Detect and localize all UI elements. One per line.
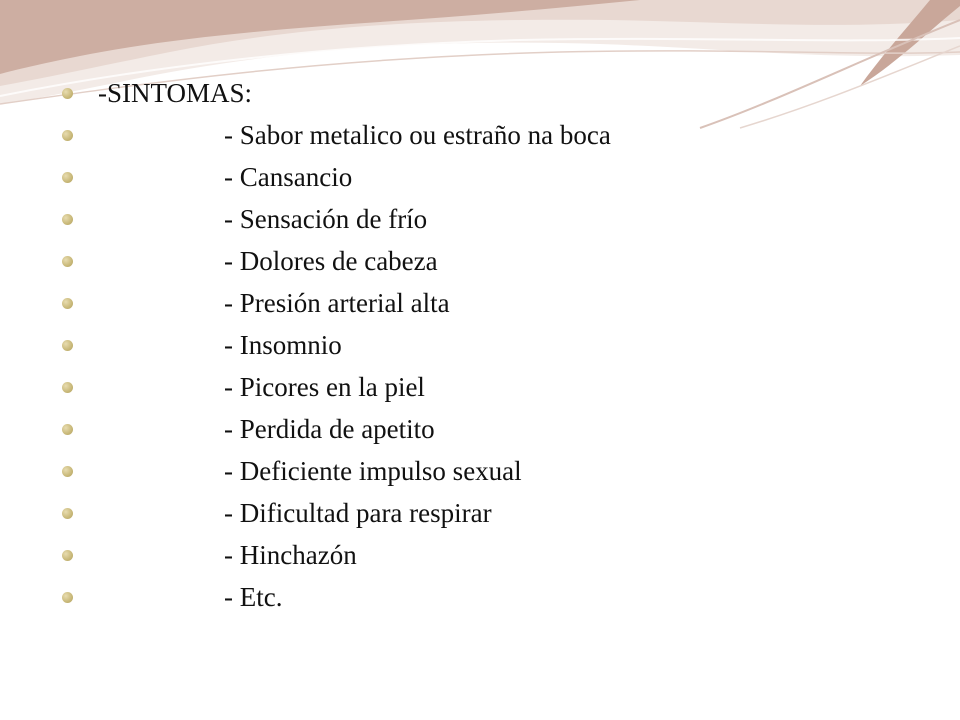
- list-item: [62, 450, 922, 492]
- bullet-icon: [62, 298, 73, 309]
- list-item-text: - Dolores de cabeza: [224, 246, 438, 276]
- bullet-icon: [62, 130, 73, 141]
- symptom-list: [62, 72, 922, 618]
- bullet-icon: [62, 382, 73, 393]
- list-item-text: - Presión arterial alta: [224, 288, 450, 318]
- list-item-text: - Dificultad para respirar: [224, 498, 492, 528]
- list-heading: -SINTOMAS:: [98, 78, 253, 108]
- bullet-icon: [62, 592, 73, 603]
- list-item-text: - Deficiente impulso sexual: [224, 456, 522, 486]
- list-item: [62, 114, 922, 156]
- list-item: [62, 156, 922, 198]
- list-item: [62, 198, 922, 240]
- bullet-icon: [62, 214, 73, 225]
- bullet-icon: [62, 88, 73, 99]
- list-item: [62, 576, 922, 618]
- list-heading-item: [62, 72, 922, 114]
- list-item-text: - Sabor metalico ou estraño na boca: [224, 120, 611, 150]
- bullet-icon: [62, 508, 73, 519]
- bullet-icon: [62, 340, 73, 351]
- list-item: [62, 240, 922, 282]
- list-item: [62, 282, 922, 324]
- list-item: [62, 534, 922, 576]
- list-item: [62, 492, 922, 534]
- list-item-text: - Insomnio: [224, 330, 342, 360]
- bullet-icon: [62, 466, 73, 477]
- list-item-text: - Etc.: [224, 582, 283, 612]
- bullet-icon: [62, 550, 73, 561]
- list-item-text: - Hinchazón: [224, 540, 357, 570]
- list-item-text: - Perdida de apetito: [224, 414, 435, 444]
- list-item: [62, 324, 922, 366]
- list-item: [62, 408, 922, 450]
- list-item-text: - Sensación de frío: [224, 204, 428, 234]
- bullet-icon: [62, 172, 73, 183]
- list-item: [62, 366, 922, 408]
- bullet-icon: [62, 424, 73, 435]
- bullet-icon: [62, 256, 73, 267]
- list-item-text: - Picores en la piel: [224, 372, 425, 402]
- list-item-text: - Cansancio: [224, 162, 353, 192]
